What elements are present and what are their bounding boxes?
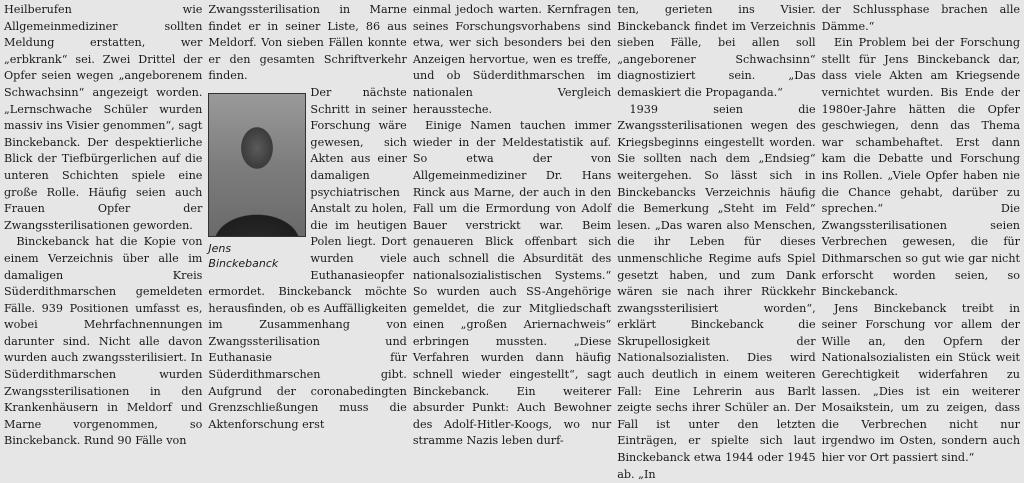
paragraph: Der nächste Schritt in seiner Forschung wäre gewesen, sich Akten aus einer damaligen psychiatrischen Anstalt zu holen, die im heutigen Polen liegt. Dort wurden viele Euthanasieopfer ermordet. Binckebanck möchte herausfinden, ob es Auffälligkeiten im Zusammenhang von Zwangssterilisation und Euthanasie für Süderdithmarschen gibt. Aufgrund der coronabedingten Grenzschließungen muss die Aktenforschung erst bbox=[208, 85, 407, 431]
paragraph: Einige Namen tauchen immer wieder in der Meldestatistik auf. So etwa der von Allgemeinmediziner Dr. Hans Rinck aus Marne, der auch in den Fall um die Ermordung von Adolf Bauer verstrickt war. Beim genaueren Blick offenbart sich auch schnell die Absurdität des nationalsozialistischen Systems.“ So wurden auch SS-Angehörige gemeldet, die zur Mitgliedschaft einen „großen Ariernachweis“ erbringen mussten. „Diese Verfahren wurden dann häufig schnell wieder eingestellt“, sagt Binckebanck. Ein weiterer absurder Punkt: Auch Bewohner des Adolf-Hitler-Koogs, wo nur stramme Nazis leben durf- bbox=[412, 119, 612, 448]
article-column-2 bbox=[208, 2, 406, 435]
photo-caption: Jens Binckebanck bbox=[208, 241, 279, 270]
portrait-photo bbox=[208, 93, 306, 237]
article-column-5 bbox=[821, 2, 1021, 465]
paragraph: Ein Problem bei der Forschung stellt für Jens Binckebanck dar, dass viele Akten am Kriegsende vernichtet wurden. Bis Ende der 1980er-Jahre hätten die Opfer geschwiegen, denn das Thema war schambehaftet. Erst dann kam die Debatte und Forschung ins Rollen. „Viele Opfer haben nie die Chance gehabt, darüber zu sprechen.“ Die Zwangssterilisationen seien Verbrechen gewesen, die für Dithmarschen so gut wie gar nicht erforscht worden seien, so Binckebanck. bbox=[821, 36, 1021, 299]
article-column-3 bbox=[412, 2, 612, 448]
paragraph: ten, gerieten ins Visier. Binckebanck findet im Verzeichnis sieben Fälle, bei allen soll „angeborener Schwachsinn“ diagnostiziert sein. „Das demaskiert die Propaganda.“ bbox=[617, 3, 816, 99]
paragraph: Zwangssterilisation in Marne findet er in seiner Liste, 86 aus Meldorf. Von sieben Fällen konnte er den gesamten Schriftverkehr finden. bbox=[208, 3, 407, 83]
portrait-figure bbox=[208, 93, 304, 271]
paragraph: 1939 seien die Zwangssterilisationen wegen des Kriegsbeginns eingestellt worden. Sie sollten nach dem „Endsieg“ weitergehen. So lässt sich in Binckebancks Verzeichnis häufig die Bemerkung „Steht im Feld“ lesen. „Das waren also Menschen, die ihr Leben für dieses unmenschliche Regime aufs Spiel gesetzt haben, und zum Dank wären sie nach ihrer Rückkehr zwangssterilisiert worden“, erklärt Binckebanck die Skrupellosigkeit der Nationalsozialisten. Dies wird auch deutlich in einem weiteren Fall: Eine Lehrerin aus Barlt zeigte sechs ihrer Schüler an. Der Fall ist unter den letzten Einträgen, er spielte sich laut Binckebanck etwa 1944 oder 1945 ab. „In bbox=[617, 102, 816, 481]
paragraph: einmal jedoch warten. Kernfragen seines Forschungsvorhabens sind etwa, wer sich besonders bei den Anzeigen hervortue, wen es treffe, und ob Süderdithmarschen im nationalen Vergleich heraussteche. bbox=[412, 3, 612, 116]
article-column-1 bbox=[4, 2, 203, 448]
paragraph: Heilberufen wie Allgemeinmediziner sollten Meldung erstatten, wer „erbkrank“ sei. Zwei Drittel der Opfer seien wegen „angeborenem Schwachsinn“ angezeigt worden. „Lernschwache Schüler wurden massiv ins Visier genommen“, sagt Binckebanck. Der despektierliche Blick der Tiefbürgerlichen auf die unteren Schichten spiele eine große Rolle. Häufig seien auch Frauen Opfer der Zwangssterilisationen geworden. bbox=[4, 3, 203, 232]
paragraph: Binckebanck hat die Kopie von einem Verzeichnis über alle im damaligen Kreis Süderdithmarschen gemeldeten Fälle. 939 Positionen umfasst es, wobei Mehrfachnennungen darunter sind. Nicht alle davon wurden auch zwangssterilisiert. In Süderdithmarschen wurden Zwangssterilisationen in den Krankenhäusern in Meldorf und Marne vorgenommen, so Binckebanck. Rund 90 Fälle von bbox=[4, 235, 203, 448]
article-column-4 bbox=[617, 2, 816, 481]
paragraph: der Schlussphase brachen alle Dämme.“ bbox=[821, 3, 1021, 33]
paragraph: Jens Binckebanck treibt in seiner Forschung vor allem der Wille an, den Opfern der Nationalsozialisten ein Stück weit Gerechtigkeit widerfahren zu lassen. „Dies ist ein weiterer Mosaikstein, um zu zeigen, dass die Verbrechen nicht nur irgendwo im Osten, sondern auch hier vor Ort passiert sind.“ bbox=[821, 301, 1021, 465]
